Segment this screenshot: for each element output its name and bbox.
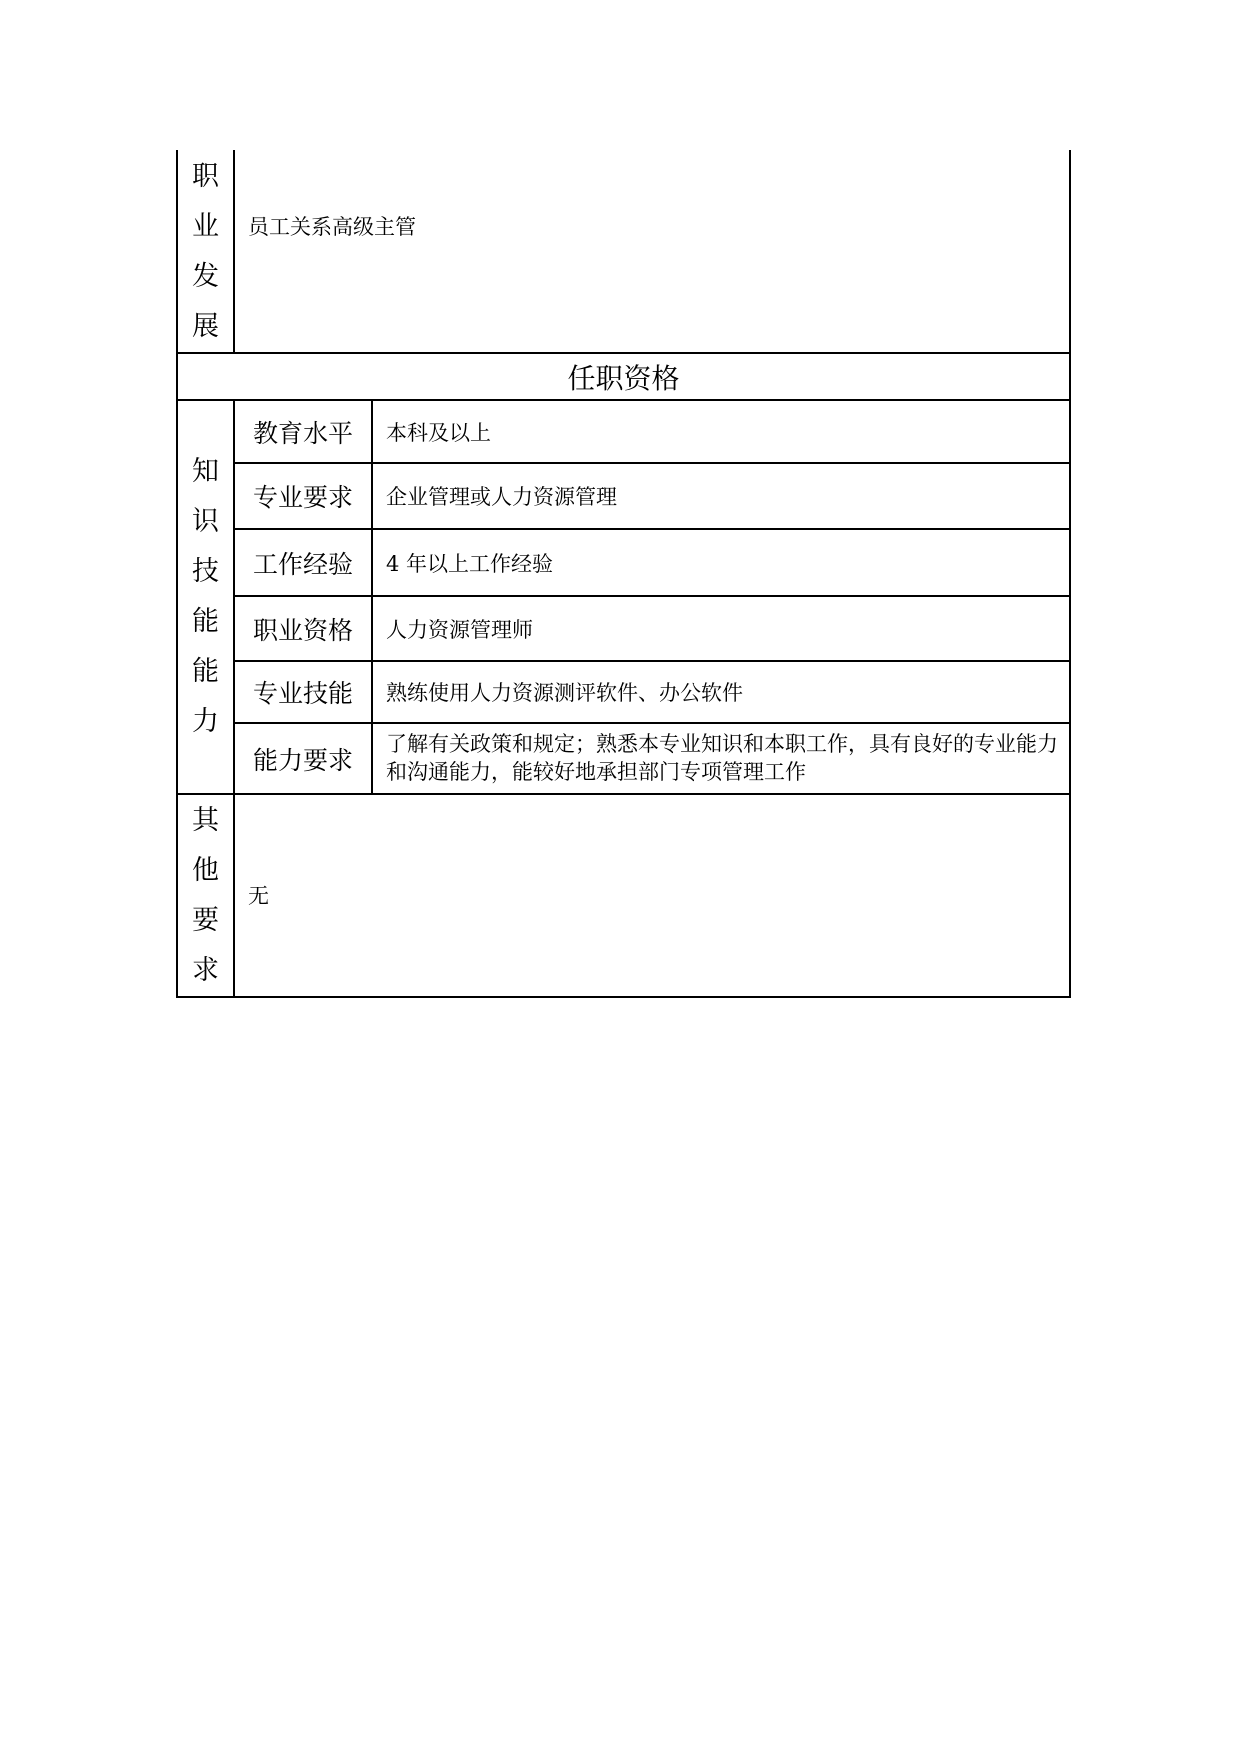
work-experience-label: 工作经验 (252, 549, 353, 579)
table-border-bottom (176, 996, 1071, 998)
career-development-label (178, 152, 233, 352)
label-char: 力 (192, 706, 219, 737)
label-char: 职 (192, 161, 219, 192)
knowledge-skills-label (178, 401, 233, 793)
label-char: 技 (192, 556, 219, 587)
professional-qualification-value: 人力资源管理师 (386, 617, 533, 642)
other-requirements-value: 无 (248, 883, 269, 908)
label-char: 要 (192, 904, 219, 936)
professional-qualification-label: 职业资格 (252, 615, 353, 645)
education-level-label: 教育水平 (252, 418, 353, 448)
label-char: 他 (192, 854, 219, 886)
ability-requirement-value: 了解有关政策和规定；熟悉本专业知识和本职工作，具有良好的专业能力和沟通能力，能较好地承担部门专项管理工作 (386, 732, 1058, 784)
label-char: 知 (192, 456, 219, 487)
professional-skills-value: 熟练使用人力资源测评软件、办公软件 (386, 681, 743, 705)
label-char: 展 (192, 311, 219, 342)
table-border-right (1069, 150, 1071, 998)
major-requirement-label: 专业要求 (252, 483, 353, 512)
qualifications-section-title: 任职资格 (567, 361, 680, 395)
work-experience-value: 4 年以上工作经验 (386, 551, 554, 576)
label-char: 其 (192, 804, 219, 836)
label-char: 发 (192, 261, 219, 292)
label-char: 能 (192, 606, 219, 637)
other-requirements-label (178, 795, 233, 996)
label-char: 求 (192, 954, 219, 986)
education-level-value: 本科及以上 (386, 420, 491, 445)
major-requirement-value: 企业管理或人力资源管理 (386, 485, 617, 509)
label-char: 识 (192, 506, 219, 537)
professional-skills-label: 专业技能 (252, 679, 353, 708)
career-development-value: 员工关系高级主管 (248, 215, 416, 239)
label-char: 业 (192, 211, 219, 242)
label-char: 能 (192, 656, 219, 687)
ability-requirement-label: 能力要求 (252, 745, 353, 775)
